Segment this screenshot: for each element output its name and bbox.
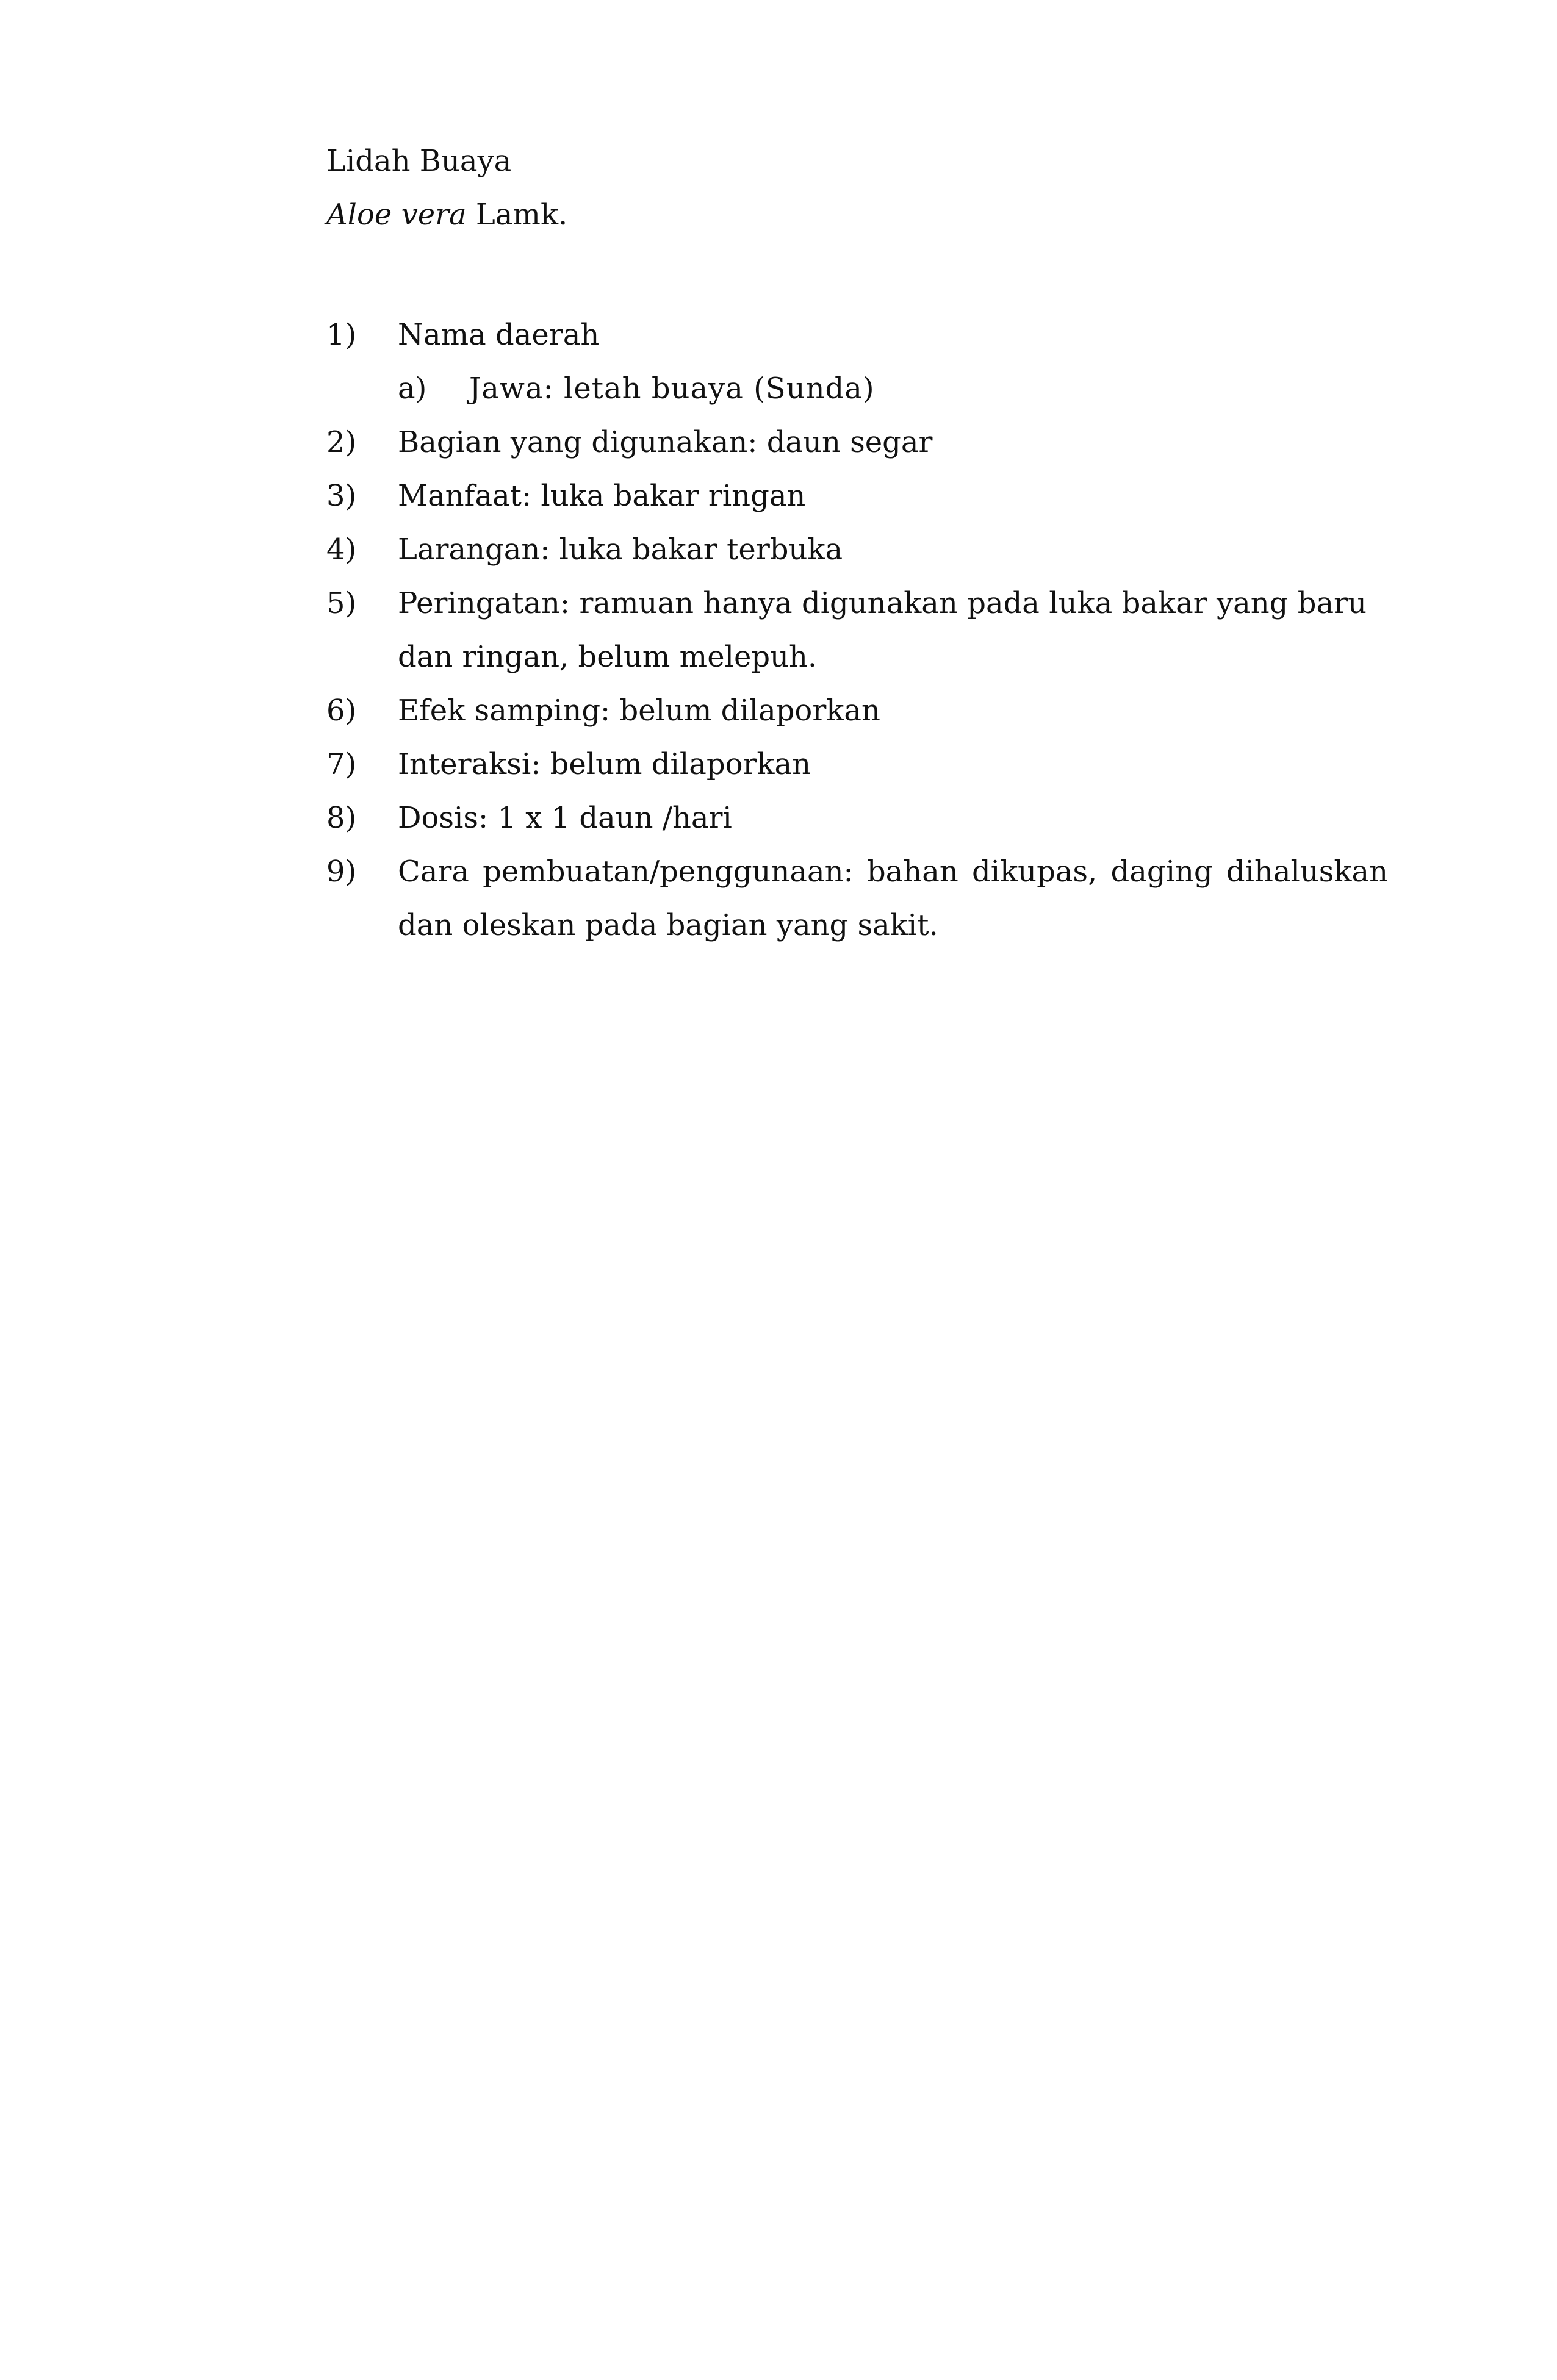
common-name: Lidah Buaya	[326, 144, 512, 178]
list-item	[326, 576, 1388, 684]
latin-name	[326, 188, 1388, 242]
list-item-text: Manfaat: luka bakar ringan	[398, 479, 806, 513]
list-item	[326, 308, 1388, 362]
list-item	[326, 737, 1388, 791]
list-item-text: Bagian yang digunakan: daun segar	[398, 425, 933, 459]
list-subitem	[398, 362, 1388, 415]
list-item-number: 2)	[326, 425, 357, 459]
list-item	[326, 523, 1388, 576]
list-item-text: Larangan: luka bakar terbuka	[398, 532, 843, 567]
list-subitem-text: Jawa: letah buaya (Sunda)	[469, 371, 875, 406]
list-item	[326, 684, 1388, 737]
list-subitem-letter: a)	[398, 371, 427, 406]
latin-name-author: Lamk.	[466, 198, 568, 232]
list-item-number: 4)	[326, 532, 357, 567]
list-item	[326, 469, 1388, 523]
list-item-text: Peringatan: ramuan hanya digunakan pada luka bakar yang baru dan ringan, belum melepuh.	[398, 586, 1367, 674]
list-item-number: 3)	[326, 479, 357, 513]
list-item-text: Nama daerah	[398, 318, 600, 352]
list-item-text: Cara pembuatan/penggunaan: bahan dikupas, daging dihaluskan dan oleskan pada bagian yang sakit.	[398, 855, 1388, 942]
list-item-text: Efek samping: belum dilaporkan	[398, 694, 880, 728]
list-item-number: 6)	[326, 694, 357, 728]
plant-heading	[326, 134, 1388, 242]
list-item-text: Interaksi: belum dilaporkan	[398, 747, 811, 781]
list-item-number: 9)	[326, 855, 357, 889]
list-item-text: Dosis: 1 x 1 daun /hari	[398, 801, 732, 835]
list-item-number: 1)	[326, 318, 357, 352]
list-item	[326, 791, 1388, 845]
list-item-number: 5)	[326, 586, 357, 620]
list-item	[326, 415, 1388, 469]
latin-name-genus-species: Aloe vera	[326, 198, 467, 232]
list-item	[326, 845, 1388, 952]
list-item-number: 7)	[326, 747, 357, 781]
list-item-number: 8)	[326, 801, 357, 835]
monograph-list	[326, 308, 1388, 952]
